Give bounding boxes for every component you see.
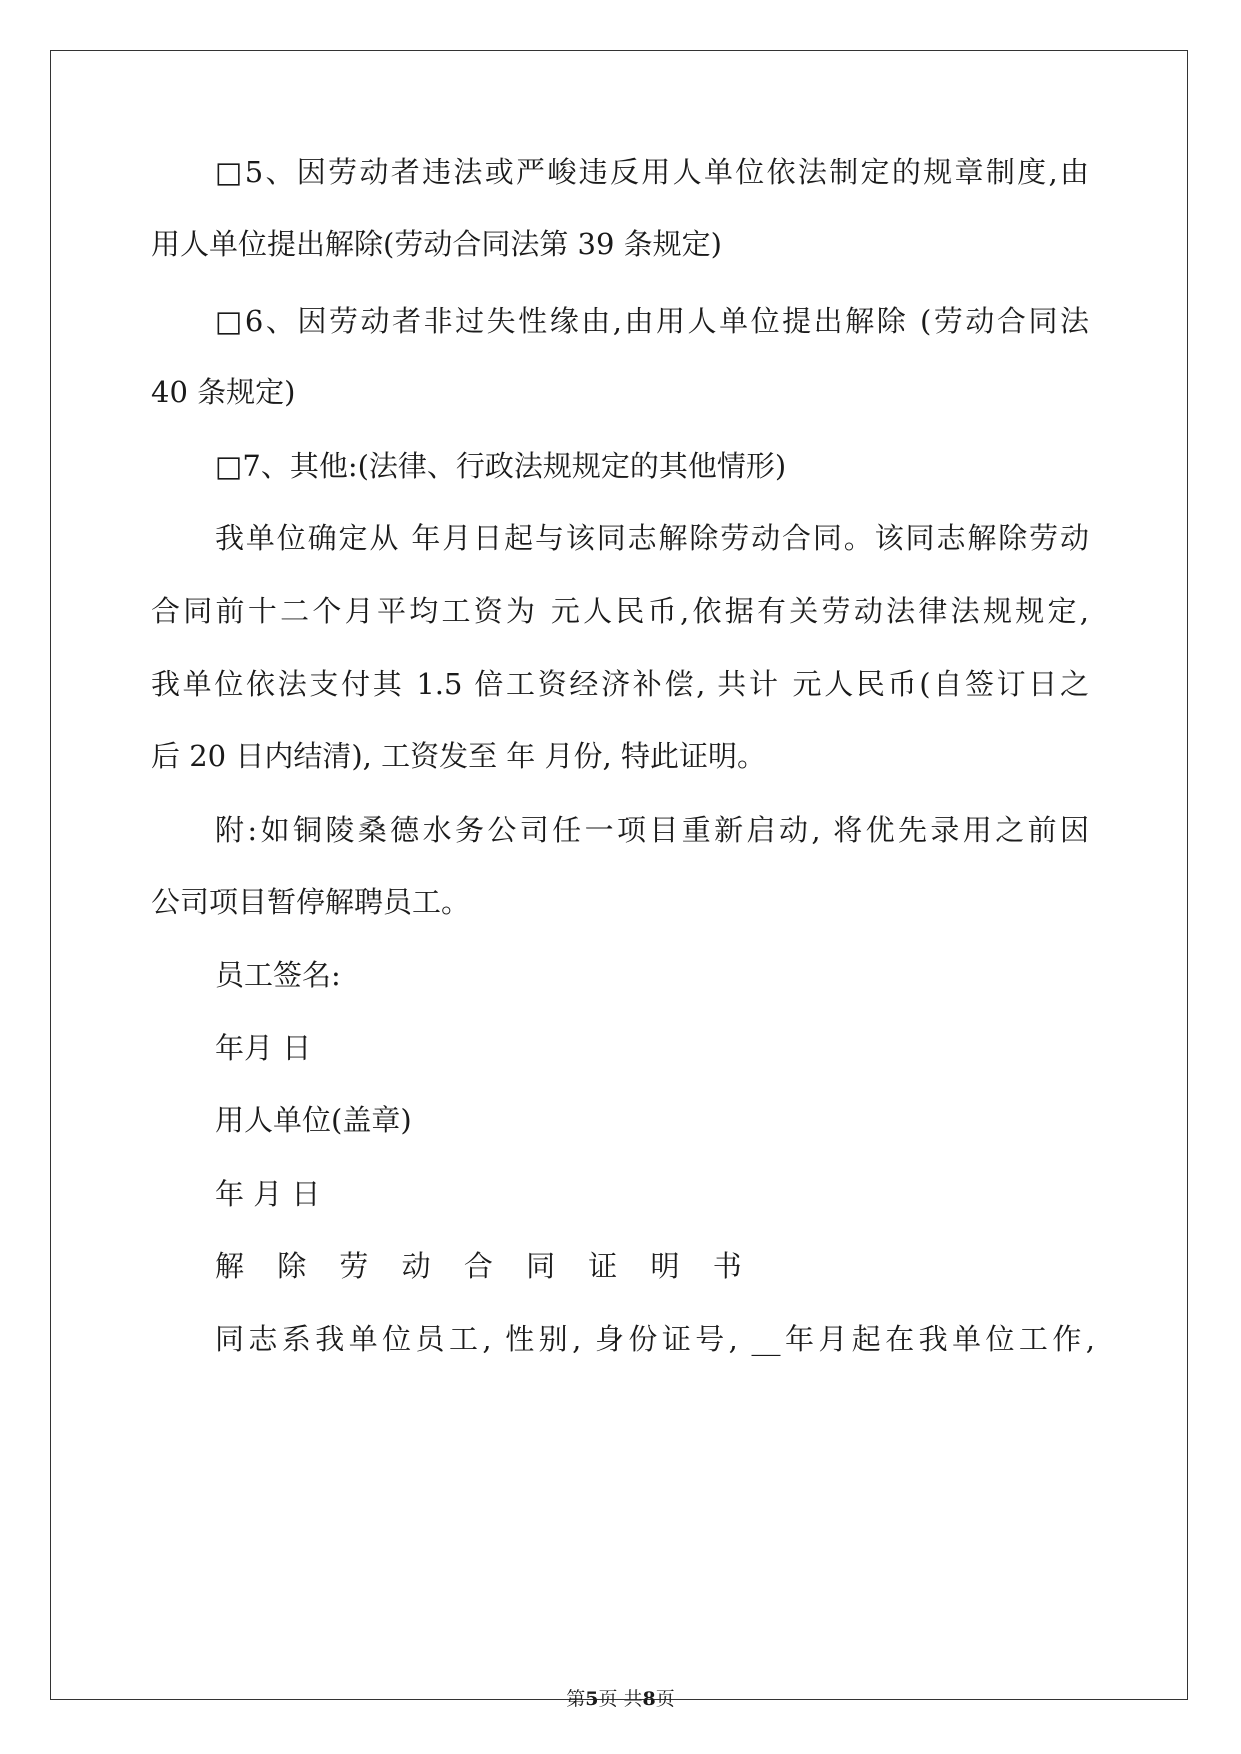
text-line: 我单位确定从 年月日起与该同志解除劳动合同。该同志解除劳动 [215, 521, 1089, 555]
footer-mid: 页 共 [598, 1688, 643, 1710]
document-title: 解 除 劳 动 合 同 证 明 书 [215, 1249, 754, 1283]
text-line: 年 月 日 [215, 1177, 321, 1211]
text-line: 后 20 日内结清), 工资发至 年 月份, 特此证明。 [151, 739, 766, 773]
text-line: 40 条规定) [151, 375, 296, 409]
text-line: 用人单位提出解除(劳动合同法第 39 条规定) [151, 227, 722, 261]
total-page-number: 8 [642, 1688, 656, 1710]
text-line: 附:如铜陵桑德水务公司任一项目重新启动, 将优先录用之前因 [215, 813, 1089, 847]
text-line: □5、因劳动者违法或严峻违反用人单位依法制定的规章制度,由 [215, 155, 1089, 189]
text-line: 我单位依法支付其 1.5 倍工资经济补偿, 共计 元人民币(自签订日之 [151, 667, 1089, 701]
text-line: 公司项目暂停解聘员工。 [151, 885, 471, 919]
page-footer [0, 1690, 1241, 1709]
text-line: □6、因劳动者非过失性缘由,由用人单位提出解除 (劳动合同法 [215, 304, 1089, 338]
text-line: 用人单位(盖章) [215, 1103, 412, 1137]
text-line: 合同前十二个月平均工资为 元人民币,依据有关劳动法律法规规定, [151, 594, 1089, 628]
page-border [50, 50, 1188, 1700]
text-line: 同志系我单位员工, 性别, 身份证号, __年月起在我单位工作, [215, 1322, 1095, 1356]
current-page-number: 5 [585, 1688, 599, 1710]
text-line: 员工签名: [215, 958, 341, 992]
text-line: 年月 日 [215, 1031, 312, 1065]
text-line: □7、其他:(法律、行政法规规定的其他情形) [215, 449, 787, 483]
footer-prefix: 第 [566, 1688, 586, 1710]
footer-suffix: 页 [655, 1688, 675, 1710]
